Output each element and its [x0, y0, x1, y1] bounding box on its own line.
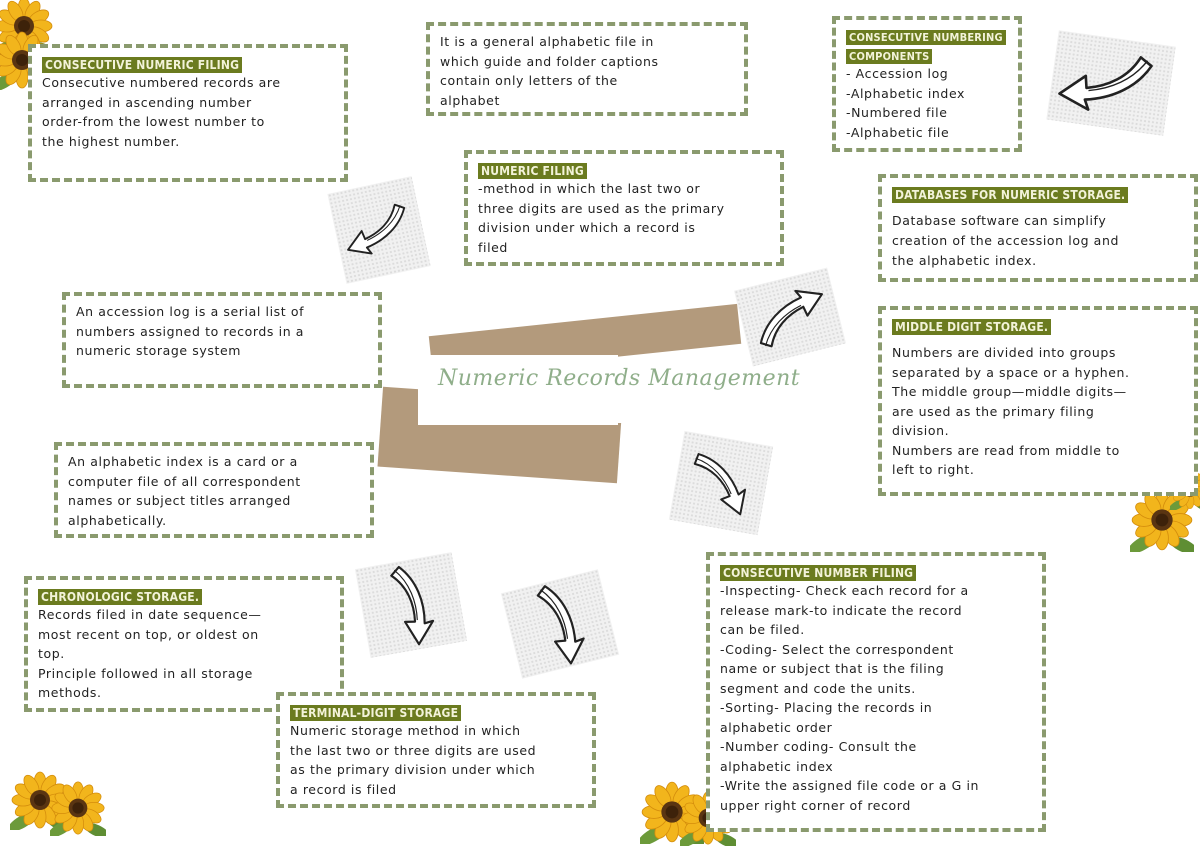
box-text: It is a general alphabetic file in which guide and folder captions contain only letters of the alphabet	[440, 34, 659, 108]
arrow-icon	[501, 569, 619, 679]
box-header: COMPONENTS	[846, 49, 932, 64]
box-header: TERMINAL-DIGIT STORAGE	[290, 705, 461, 721]
arrow-icon	[327, 176, 430, 284]
arrow-icon	[355, 552, 467, 658]
box-header: CONSECUTIVE NUMBERING	[846, 30, 1006, 45]
list-item: -Numbered file	[846, 105, 948, 120]
box-numbering-components	[832, 16, 1022, 152]
sunflower-icon	[50, 780, 106, 836]
box-header: DATABASES FOR NUMERIC STORAGE.	[892, 187, 1128, 203]
box-header: MIDDLE DIGIT STORAGE.	[892, 319, 1051, 335]
list-item: - Accession log	[846, 66, 949, 81]
box-accession-log	[62, 292, 382, 388]
box-text: -method in which the last two or three digits are used as the primary division under which a record is filed	[478, 181, 725, 255]
box-text: -Inspecting- Check each record for a release mark-to indicate the record can be filed. -Coding- Select the correspondent name or subject that is the filing segment and code the units. -Sorting- Placing the records in alphabetic order -Number coding- Consult the alphabetic index -Write the assigned file code or a G in upper right corner of record	[720, 583, 980, 813]
box-consecutive-numeric-filing	[28, 44, 348, 182]
box-general-alphabetic	[426, 22, 748, 116]
box-numeric-filing	[464, 150, 784, 266]
box-text: Records filed in date sequence— most recent on top, or oldest on top. Principle followed in all storage methods.	[38, 607, 262, 700]
page-title: Numeric Records Management	[438, 366, 801, 391]
box-text: An alphabetic index is a card or a computer file of all correspondent names or subject titles arranged alphabetically.	[68, 454, 301, 528]
box-alphabetic-index	[54, 442, 374, 538]
box-header: NUMERIC FILING	[478, 163, 587, 179]
box-middle-digit	[878, 306, 1198, 496]
box-text: Numeric storage method in which the last two or three digits are used as the primary division under which a record is filed	[290, 723, 537, 797]
box-consecutive-number-filing	[706, 552, 1046, 832]
arrow-icon	[1046, 30, 1175, 136]
box-text: Consecutive numbered records are arranged in ascending number order-from the lowest number to the highest number.	[42, 75, 281, 149]
box-header: CONSECUTIVE NUMBER FILING	[720, 565, 916, 581]
box-databases	[878, 174, 1198, 282]
list-item: -Alphabetic file	[846, 124, 950, 140]
arrow-icon	[734, 268, 846, 367]
box-text: Database software can simplify creation of the accession log and the alphabetic index.	[892, 213, 1119, 268]
box-terminal-digit	[276, 692, 596, 808]
box-text: An accession log is a serial list of numbers assigned to records in a numeric storage system	[76, 304, 305, 358]
list-item: -Alphabetic index	[846, 85, 966, 101]
arrow-icon	[669, 431, 773, 535]
box-header: CONSECUTIVE NUMERIC FILING	[42, 57, 242, 73]
box-header: CHRONOLOGIC STORAGE.	[38, 589, 202, 605]
box-text: Numbers are divided into groups separated by a space or a hyphen. The middle group—middle digits— are used as the primary filing division. Numbers are read from middle to left to right.	[892, 345, 1130, 477]
